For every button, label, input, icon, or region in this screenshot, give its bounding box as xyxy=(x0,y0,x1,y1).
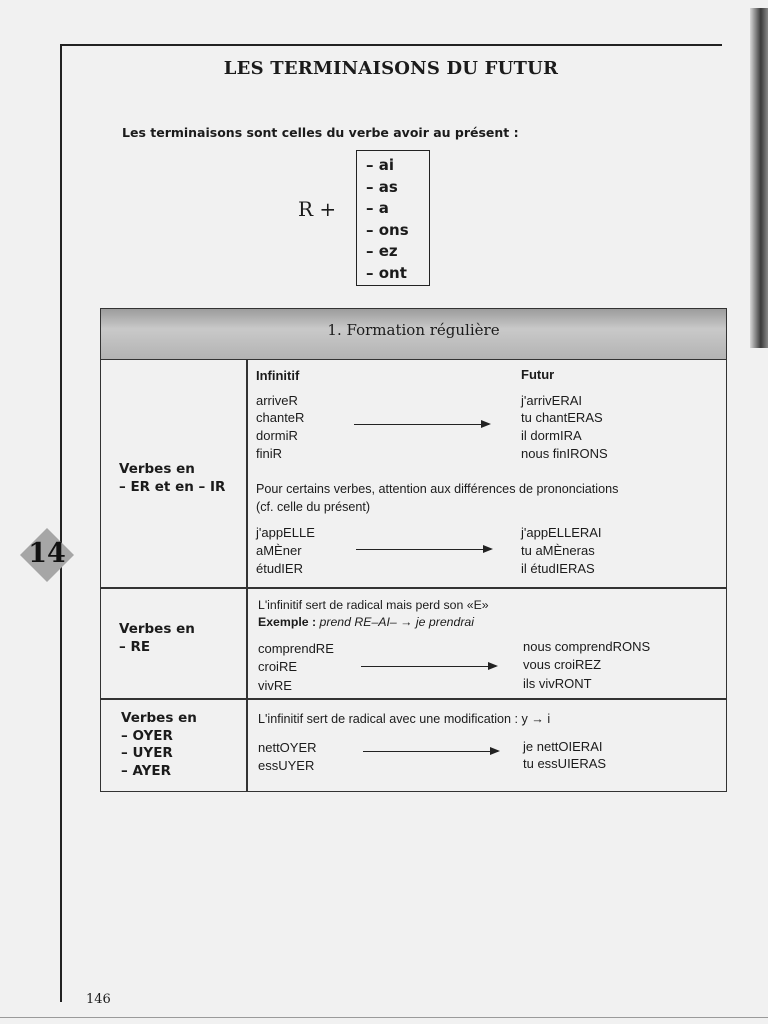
list-item: j'arrivERAI xyxy=(521,393,582,408)
list-item: vivRE xyxy=(258,678,292,693)
list-item: tu chantERAS xyxy=(521,410,603,425)
re-example: Exemple : prend RE–AI– → je prendrai xyxy=(258,615,474,629)
column-header-infinitif: Infinitif xyxy=(256,368,300,383)
row-divider xyxy=(101,698,726,700)
list-item: dormiR xyxy=(256,428,298,443)
intro-sentence: Les terminaisons sont celles du verbe avoir au présent : xyxy=(122,125,519,140)
list-item: finiR xyxy=(256,446,283,461)
list-item: j'appELLE xyxy=(256,525,315,540)
list-item: j'appELLERAI xyxy=(521,525,602,540)
list-item: essUYER xyxy=(258,758,315,773)
list-item: il étudIERAS xyxy=(521,561,595,576)
category-oyer-uyer-ayer: Verbes en – OYER – UYER – AYER xyxy=(121,710,197,779)
table-heading: 1. Formation régulière xyxy=(327,321,500,339)
list-item: nous finIRONS xyxy=(521,446,608,461)
page-number: 146 xyxy=(86,992,111,1007)
scan-edge-line xyxy=(0,1017,768,1018)
list-item: aMÈner xyxy=(256,543,302,558)
endings-box xyxy=(356,150,430,286)
pronunciation-note-ref: (cf. celle du présent) xyxy=(256,500,371,514)
category-re: Verbes en – RE xyxy=(119,621,195,655)
conjugation-table xyxy=(100,308,727,792)
chapter-badge-number: 14 xyxy=(28,538,66,569)
arrow-icon xyxy=(363,751,498,752)
list-item: nous comprendRONS xyxy=(523,639,651,654)
formula-prefix: R + xyxy=(298,197,337,221)
arrow-icon xyxy=(356,549,491,550)
list-item: nettOYER xyxy=(258,740,317,755)
list-item: il dormIRA xyxy=(521,428,582,443)
oyer-rule-note: L'infinitif sert de radical avec une modification : y → i xyxy=(258,712,551,726)
frame-left-rule xyxy=(60,44,62,1002)
category-er-ir: Verbes en – ER et en – IR xyxy=(119,461,226,495)
list-item: arriveR xyxy=(256,393,298,408)
pronunciation-note: Pour certains verbes, attention aux différences de prononciations xyxy=(256,482,619,496)
ending-item: – ai xyxy=(366,156,394,174)
arrow-icon xyxy=(354,424,489,425)
re-rule-note: L'infinitif sert de radical mais perd son «E» xyxy=(258,598,489,612)
list-item: croiRE xyxy=(258,659,298,674)
list-item: je nettOIERAI xyxy=(523,739,603,754)
list-item: chanteR xyxy=(256,410,305,425)
column-divider xyxy=(246,359,248,791)
list-item: vous croiREZ xyxy=(523,657,602,672)
list-item: ils vivRONT xyxy=(523,676,592,691)
page-title: LES TERMINAISONS DU FUTUR xyxy=(223,58,559,79)
ending-item: – as xyxy=(366,177,398,196)
ending-item: – ez xyxy=(366,242,398,260)
list-item: tu aMÈneras xyxy=(521,543,595,558)
ending-item: – a xyxy=(366,199,389,217)
list-item: étudIER xyxy=(256,561,303,576)
frame-top-rule xyxy=(60,44,722,46)
table-heading-bar xyxy=(101,309,726,360)
arrow-icon xyxy=(361,666,496,667)
list-item: comprendRE xyxy=(258,641,334,656)
page-spine-shadow xyxy=(750,8,768,348)
column-header-futur: Futur xyxy=(521,367,555,382)
ending-item: – ons xyxy=(366,220,409,239)
list-item: tu essUIERAS xyxy=(523,756,607,771)
row-divider xyxy=(101,587,726,589)
ending-item: – ont xyxy=(366,263,407,282)
